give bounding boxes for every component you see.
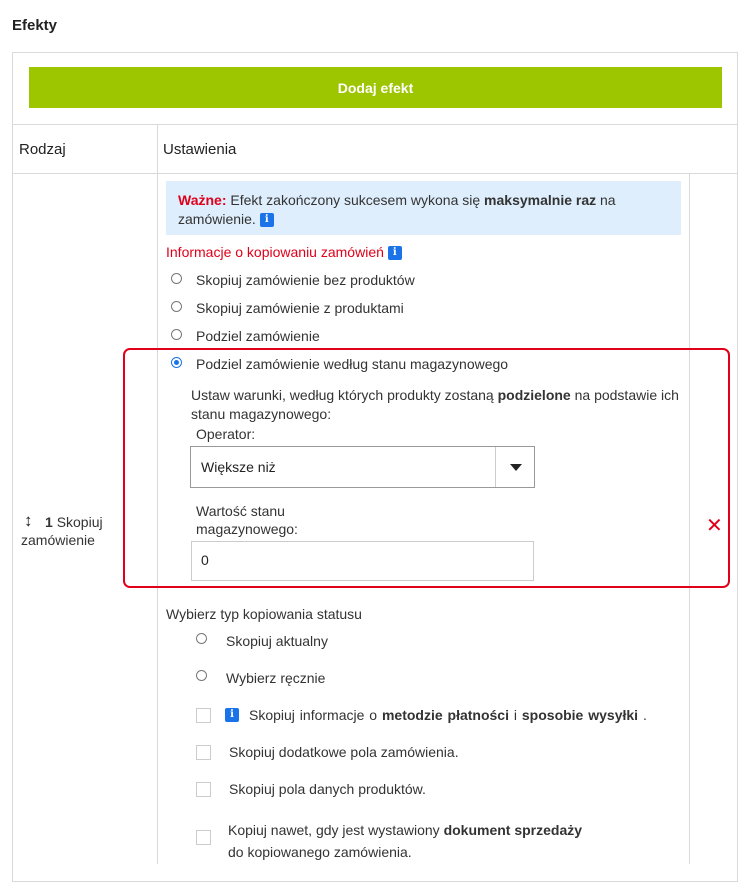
- info-text: zamówienie.: [178, 211, 256, 227]
- doc-bold: dokument sprzedaży: [443, 822, 583, 838]
- info-box: [166, 181, 681, 235]
- status-option-label[interactable]: Wybierz ręcznie: [226, 670, 326, 686]
- info-text: na: [600, 192, 616, 208]
- effect-type-text-2: zamówienie: [21, 532, 95, 548]
- payment-text: .: [642, 707, 647, 723]
- copy-sales-doc-label[interactable]: [228, 819, 582, 863]
- stock-value-label: [196, 502, 298, 538]
- operator-label: Operator:: [196, 426, 256, 442]
- copy-option-radio[interactable]: [171, 273, 182, 284]
- copy-option-label[interactable]: Skopiuj zamówienie bez produktów: [196, 272, 415, 288]
- split-description: [191, 386, 679, 424]
- info-bold: maksymalnie raz: [484, 192, 597, 208]
- copy-payment-label[interactable]: [249, 707, 647, 723]
- important-label: Ważne:: [178, 192, 227, 208]
- doc-text: Kopiuj nawet, gdy jest wystawiony: [228, 822, 440, 838]
- status-option-radio[interactable]: [196, 633, 207, 644]
- column-header-settings: Ustawienia: [163, 141, 237, 158]
- info-icon[interactable]: i: [388, 246, 402, 260]
- table-divider: [12, 124, 738, 125]
- stock-label-text: magazynowego:: [196, 521, 298, 537]
- stock-value-field[interactable]: [191, 541, 534, 581]
- drag-handle-icon[interactable]: ↕: [24, 511, 33, 530]
- payment-text: i: [513, 707, 517, 723]
- copy-extra-fields-label[interactable]: Skopiuj dodatkowe pola zamówienia.: [229, 744, 459, 760]
- payment-bold: sposobie wysyłki: [521, 707, 639, 723]
- chevron-down-icon[interactable]: [510, 464, 522, 471]
- copy-option-radio[interactable]: [171, 301, 182, 312]
- copy-info-label-text: Informacje o kopiowaniu zamówień: [166, 244, 384, 260]
- operator-select[interactable]: [190, 446, 535, 488]
- payment-bold: metodzie płatności: [381, 707, 509, 723]
- column-header-type: Rodzaj: [19, 141, 66, 158]
- effect-type-text: Skopiuj: [56, 514, 103, 530]
- split-desc-text: Ustaw warunki, według których produkty zostaną: [191, 387, 494, 403]
- operator-value: Większe niż: [201, 459, 276, 475]
- select-divider: [495, 447, 496, 487]
- status-option-radio[interactable]: [196, 670, 207, 681]
- stock-label-text: Wartość stanu: [196, 503, 285, 519]
- info-text: Efekt zakończony sukcesem wykona się: [230, 192, 481, 208]
- effect-index: 1: [45, 514, 53, 530]
- status-option-label[interactable]: Skopiuj aktualny: [226, 633, 328, 649]
- doc-text: do kopiowanego zamówienia.: [228, 844, 412, 860]
- copy-product-fields-checkbox[interactable]: [196, 782, 211, 797]
- effect-type-label: [45, 514, 103, 530]
- add-effect-button[interactable]: Dodaj efekt: [29, 67, 722, 108]
- copy-payment-checkbox[interactable]: [196, 708, 211, 723]
- copy-info-label: [166, 244, 402, 260]
- copy-option-radio[interactable]: [171, 329, 182, 340]
- stock-value-input[interactable]: [201, 552, 521, 568]
- copy-extra-fields-checkbox[interactable]: [196, 745, 211, 760]
- status-copy-label: Wybierz typ kopiowania statusu: [166, 606, 362, 622]
- copy-sales-doc-checkbox[interactable]: [196, 830, 211, 845]
- payment-text: Skopiuj informacje o: [249, 707, 378, 723]
- copy-product-fields-label[interactable]: Skopiuj pola danych produktów.: [229, 781, 426, 797]
- split-desc-text: na podstawie ich: [574, 387, 679, 403]
- copy-option-label[interactable]: Podziel zamówienie: [196, 328, 320, 344]
- info-icon[interactable]: i: [225, 708, 239, 722]
- info-icon[interactable]: i: [260, 213, 274, 227]
- copy-option-label[interactable]: Skopiuj zamówienie z produktami: [196, 300, 404, 316]
- split-desc-bold: podzielone: [497, 387, 571, 403]
- split-desc-text: stanu magazynowego:: [191, 406, 332, 422]
- delete-effect-icon[interactable]: ✕: [706, 515, 723, 537]
- table-divider: [12, 173, 738, 174]
- section-title: Efekty: [12, 17, 58, 34]
- copy-option-label[interactable]: Podziel zamówienie według stanu magazynowego: [196, 356, 509, 372]
